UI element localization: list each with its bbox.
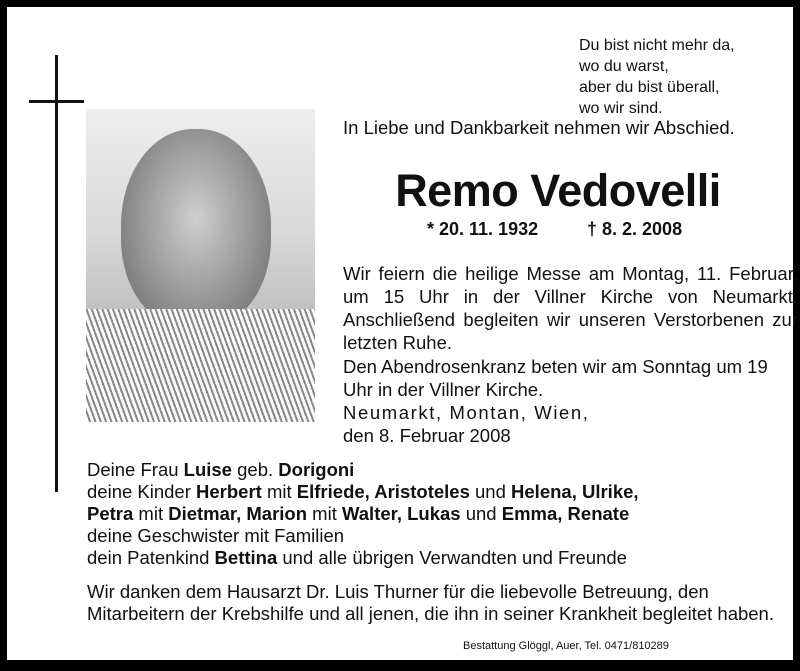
family-list: [87, 459, 639, 569]
cross-icon: [55, 55, 58, 492]
family-line: Petra mit Dietmar, Marion mit Walter, Lukas und Emma, Renate: [87, 503, 630, 524]
family-line: Deine Frau Luise geb. Dorigoni: [87, 459, 355, 480]
portrait-photo: [86, 109, 315, 422]
family-line: deine Geschwister mit Familien: [87, 525, 345, 546]
rosary-announcement: Den Abendrosenkranz beten wir am Sonntag um 19 Uhr in der Villner Kirche.: [343, 356, 768, 400]
poem-line: wo wir sind.: [579, 100, 663, 117]
poem-line: aber du bist überall,: [579, 79, 720, 96]
poem: [579, 35, 735, 119]
poem-line: Du bist nicht mehr da,: [579, 37, 735, 54]
poem-line: wo du warst,: [579, 58, 669, 75]
farewell-line: In Liebe und Dankbarkeit nehmen wir Abschied.: [343, 117, 735, 138]
thanks-text: Wir danken dem Hausarzt Dr. Luis Thurner für die liebevolle Betreuung, den Mitarbeitern der Krebshilfe und all jenen, die ihn in seiner Krankheit begleitet haben.: [87, 581, 774, 624]
place-date: [343, 401, 590, 447]
family-line: deine Kinder Herbert mit Elfriede, Aristoteles und Helena, Ulrike,: [87, 481, 639, 502]
family-line: dein Patenkind Bettina und alle übrigen Verwandten und Freunde: [87, 547, 627, 568]
mass-announcement: Wir feiern die heilige Messe am Montag, 11. Februar, um 15 Uhr in der Villner Kirche von Neumarkt. Anschließend begleiten wir unseren Verstorbenen zur letzten Ruhe.: [343, 263, 798, 353]
funeral-home-credit: Bestattung Glöggl, Auer, Tel. 0471/810289: [463, 640, 669, 652]
notice-body: [7, 7, 798, 660]
birth-date: * 20. 11. 1932: [427, 219, 539, 239]
date: den 8. Februar 2008: [343, 425, 511, 446]
cross-icon-bar: [29, 100, 84, 103]
deceased-name: Remo Vedovelli: [395, 165, 721, 216]
death-date: † 8. 2. 2008: [587, 219, 683, 239]
places: Neumarkt, Montan, Wien,: [343, 402, 590, 423]
